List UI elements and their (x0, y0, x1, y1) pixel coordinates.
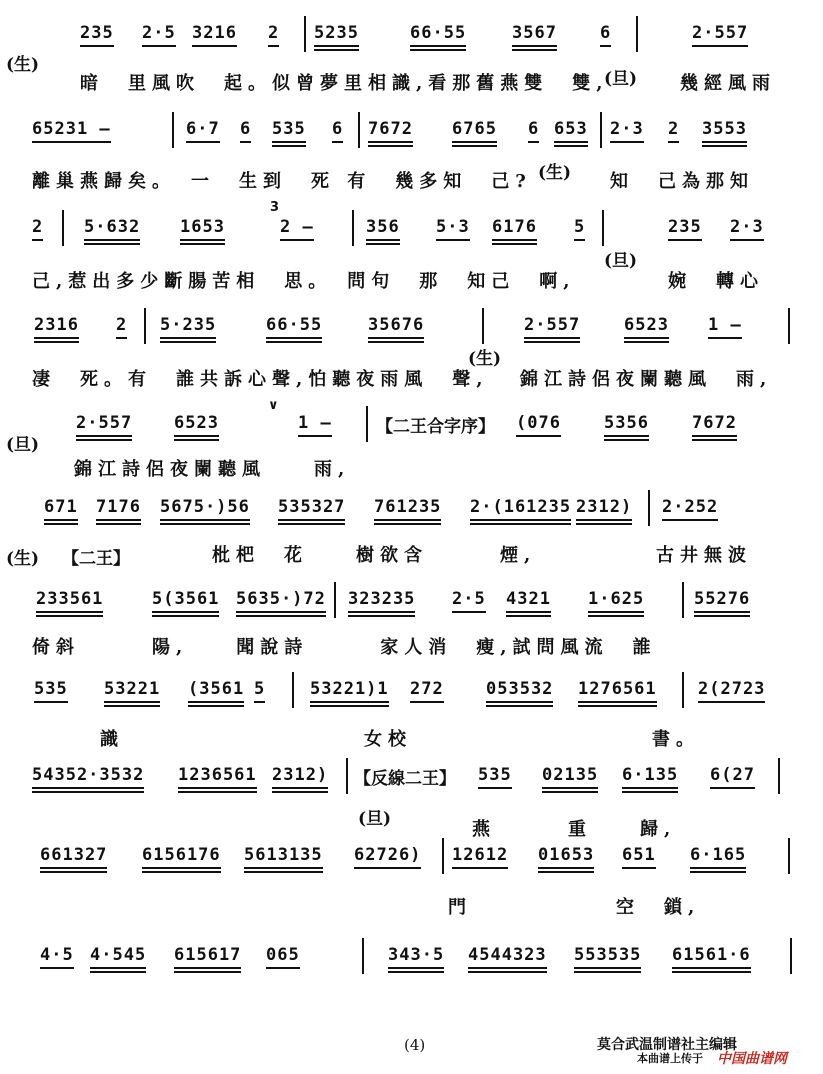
role-mark-dan: (旦) (604, 251, 638, 271)
score-line-11 (28, 944, 798, 976)
notes: 2·5 (142, 23, 176, 43)
notes: 2 (116, 315, 128, 335)
score-line-3 (28, 200, 798, 248)
notes: 4·545 (90, 945, 147, 965)
notes: 1236561 (178, 765, 257, 785)
notes: 671 (44, 497, 78, 517)
notes: (3561 (188, 679, 245, 699)
notes: 6·7 (186, 119, 220, 139)
notes: 5(3561 (152, 589, 220, 609)
lyric-line-6: 枇杷 花 樹欲含 煙, (212, 545, 537, 566)
notes: 2·557 (692, 23, 749, 43)
notes: 6·165 (690, 845, 747, 865)
notes: 5 (254, 679, 266, 699)
notes: 535 (478, 765, 512, 785)
notes: 1276561 (578, 679, 657, 699)
score-line-6 (28, 496, 798, 528)
barline (172, 112, 174, 148)
lyric-tail-4: 錦江詩侶夜闌聽風 雨, (520, 369, 773, 390)
notes: 35676 (368, 315, 425, 335)
notes: 615617 (174, 945, 242, 965)
notes: 3553 (702, 119, 747, 139)
barline (366, 406, 368, 442)
breath-mark: ∨ (268, 398, 279, 413)
section-heading: 【二王】 (62, 549, 130, 569)
score-line-8 (28, 678, 798, 710)
notes: 6·135 (622, 765, 679, 785)
notes: 66·55 (410, 23, 467, 43)
lyric-line-2: 離巢燕歸矣。 一 生到 死 有 幾多知 己? (32, 171, 532, 192)
notes: 535327 (278, 497, 346, 517)
notes: 4321 (506, 589, 551, 609)
notes: 356 (366, 217, 400, 237)
barline (602, 210, 604, 246)
section-heading: 【反線二王】 (354, 769, 456, 789)
notes: 323235 (348, 589, 416, 609)
notes: 2·252 (662, 497, 719, 517)
notes: 6176 (492, 217, 537, 237)
notes: 1 — (708, 315, 742, 335)
notes: 761235 (374, 497, 442, 517)
lyric-tail-6: 古井無波 (656, 545, 752, 566)
barline (292, 672, 294, 708)
upload-text: 本曲谱上传于 (637, 1052, 703, 1065)
page-number: (4) (404, 1036, 426, 1054)
notes: 2·3 (730, 217, 764, 237)
notes: 6 (332, 119, 344, 139)
notes: 61561·6 (672, 945, 751, 965)
notes: 1653 (180, 217, 225, 237)
score-line-1 (28, 22, 798, 54)
notes: 5675·)56 (160, 497, 250, 517)
notes: 653 (554, 119, 588, 139)
lyric-line-3: 己,惹出多少斷腸苦相 思。 問句 那 知己 啊, (32, 271, 576, 292)
lyric-line-7: 倚斜 陽, 聞說詩 家人消 瘦,試問風流 誰 (32, 637, 657, 658)
score-line-10 (28, 844, 798, 876)
notes: 535 (34, 679, 68, 699)
notes: 7672 (692, 413, 737, 433)
notes: 661327 (40, 845, 108, 865)
notes: 2 (32, 217, 44, 237)
notes: 553535 (574, 945, 642, 965)
barline (648, 490, 650, 526)
barline (358, 112, 360, 148)
notes: 65231 — (32, 119, 111, 139)
notes: 6 (240, 119, 252, 139)
notes: 053532 (486, 679, 554, 699)
grace-note: 3 (270, 200, 280, 215)
notes: 66·55 (266, 315, 323, 335)
notes: 2·557 (76, 413, 133, 433)
notes: 5·632 (84, 217, 141, 237)
notes: 5·3 (436, 217, 470, 237)
notes: 651 (622, 845, 656, 865)
notes: 12612 (452, 845, 509, 865)
barline (788, 308, 790, 344)
barline (600, 112, 602, 148)
notes: 4544323 (468, 945, 547, 965)
notes: 2(2723 (698, 679, 766, 699)
notes: 01653 (538, 845, 595, 865)
role-mark-dan: (旦) (6, 435, 40, 455)
notes: 02135 (542, 765, 599, 785)
notes: 1·625 (588, 589, 645, 609)
notes: 065 (266, 945, 300, 965)
notes: 54352·3532 (32, 765, 145, 785)
notes: 55276 (694, 589, 751, 609)
notes: 5·235 (160, 315, 217, 335)
notes: 2316 (34, 315, 79, 335)
notes: 5 (574, 217, 586, 237)
barline (346, 758, 348, 794)
notes: 7672 (368, 119, 413, 139)
notes: 6 (528, 119, 540, 139)
role-mark-dan: (旦) (358, 809, 392, 829)
lyric-line-1: 暗 里風吹 起。似曾夢里相識,看那舊燕雙 雙, (80, 73, 609, 94)
notes: 62726) (354, 845, 422, 865)
notes: 5356 (604, 413, 649, 433)
barline (682, 582, 684, 618)
lyric-line-10: 門 空 鎖, (448, 897, 701, 918)
notes: 6765 (452, 119, 497, 139)
role-mark-sheng: (生) (538, 163, 572, 183)
notes: 235 (668, 217, 702, 237)
notes: 6523 (174, 413, 219, 433)
score-line-4 (28, 314, 798, 346)
barline (778, 758, 780, 794)
barline (790, 938, 792, 974)
lyric-line-9: 燕 重 歸, (472, 819, 677, 840)
notes: 5613135 (244, 845, 323, 865)
barline (304, 16, 306, 52)
score-line-7 (28, 588, 798, 620)
notes: 2 — (280, 217, 314, 237)
notes: 3216 (192, 23, 237, 43)
notes: 53221 (104, 679, 161, 699)
credit-text: 莫合武温制谱社主编辑 (597, 1037, 737, 1053)
barline (788, 838, 790, 874)
barline (362, 938, 364, 974)
notes: 4·5 (40, 945, 74, 965)
notes: 2·5 (452, 589, 486, 609)
notes: 2 (668, 119, 680, 139)
notes: 1 — (298, 413, 332, 433)
notes: 53221)1 (310, 679, 389, 699)
barline (352, 210, 354, 246)
role-mark-sheng: (生) (468, 349, 502, 369)
notes: 6156176 (142, 845, 221, 865)
role-mark-sheng: (生) (6, 55, 40, 75)
site-logo[interactable]: 中国曲谱网 (717, 1051, 787, 1067)
barline (334, 582, 336, 618)
notes: 2·557 (524, 315, 581, 335)
lyric-tail-3: 婉 轉心 (668, 271, 764, 292)
notes: 2·3 (610, 119, 644, 139)
notes: 235 (80, 23, 114, 43)
notes: 2312) (576, 497, 633, 517)
barline (682, 672, 684, 708)
score-line-5 (28, 398, 798, 444)
role-mark-sheng: (生) (6, 549, 40, 569)
barline (62, 210, 64, 246)
notes: 6 (600, 23, 612, 43)
notes: (076 (516, 413, 561, 433)
barline (636, 16, 638, 52)
lyric-tail-2: 知 己為那知 (610, 171, 754, 192)
lyric-line-4: 凄 死。有 誰共訴心聲,怕聽夜雨風 聲, (32, 369, 489, 390)
notes: 6523 (624, 315, 669, 335)
section-heading: 【二王合字序】 (376, 417, 495, 437)
notes: 5635·)72 (236, 589, 326, 609)
barline (482, 308, 484, 344)
barline (442, 838, 444, 874)
score-line-9 (28, 764, 798, 796)
notes: 535 (272, 119, 306, 139)
notes: 2312) (272, 765, 329, 785)
notes: 2·(161235 (470, 497, 572, 517)
barline (144, 308, 146, 344)
notes: 272 (410, 679, 444, 699)
lyric-line-8: 識 女校 書。 (100, 729, 700, 750)
lyric-tail-1: 幾經風雨 (680, 73, 776, 94)
notes: 5235 (314, 23, 359, 43)
lyric-line-5: 錦江詩侶夜闌聽風 雨, (74, 459, 351, 480)
notes: 3567 (512, 23, 557, 43)
notes: 343·5 (388, 945, 445, 965)
score-line-2 (28, 118, 798, 150)
notes: 7176 (96, 497, 141, 517)
role-mark-dan: (旦) (604, 69, 638, 89)
notes: 2 (268, 23, 280, 43)
notes: 233561 (36, 589, 104, 609)
notes: 6(27 (710, 765, 755, 785)
